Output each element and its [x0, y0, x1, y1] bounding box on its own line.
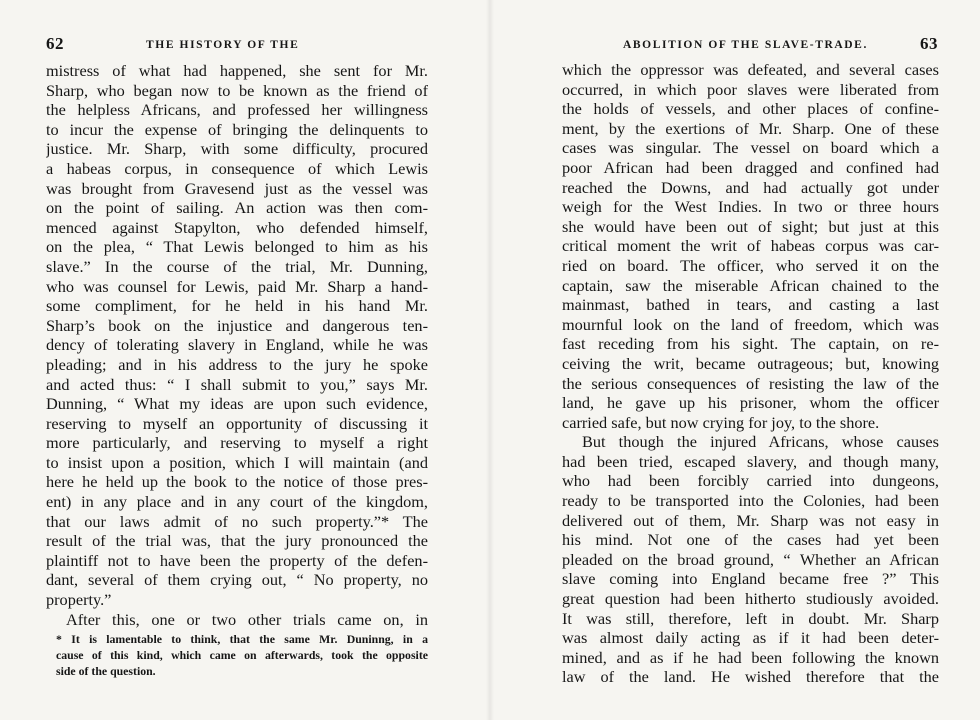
text-line: Dunning, “ What my ideas are upon such evidence, — [46, 394, 428, 414]
text-line: property.” — [46, 590, 112, 610]
text-line: result of the trial was, that the jury pronounced the — [46, 531, 428, 551]
text-line: a habeas corpus, in consequence of which Lewis — [46, 158, 428, 178]
footnote-line: cause of this kind, which came on afterwards, took the opposite — [56, 648, 428, 662]
text-line: the holds of vessels, and other places of confine- — [562, 99, 939, 119]
footnote — [56, 631, 428, 679]
text-line: she would have been out of sight; but just at this — [562, 216, 939, 236]
text-line: who had been forcibly carried into dungeons, — [562, 471, 939, 491]
text-line: who was counsel for Lewis, paid Mr. Sharp a hand- — [46, 276, 428, 296]
text-line: his mind. Not one of the cases had yet been — [562, 530, 939, 550]
text-line: carried safe, but now crying for joy, to the shore. — [562, 412, 880, 432]
text-line: ent) in any place and in any court of the kingdom, — [46, 492, 428, 512]
text-line: land, he gave up his prisoner, whom the officer — [562, 393, 939, 413]
text-line: dency of tolerating slavery in England, while he was — [46, 335, 428, 355]
text-line: law of the land. He wished therefore that the — [562, 667, 939, 687]
text-line: fast receding from his sight. The captain, on re- — [562, 334, 939, 354]
text-line: mistress of what had happened, she sent for Mr. — [46, 61, 428, 80]
text-line: was almost daily acting as if it had been deter- — [562, 628, 939, 648]
text-line: which the oppressor was defeated, and several cases — [562, 60, 939, 79]
text-line: the serious consequences of resisting the law of the — [562, 373, 939, 393]
text-line: Sharp, who began now to be known as the friend of — [46, 80, 428, 100]
right-page-number: 63 — [920, 34, 938, 53]
text-line: Sharp’s book on the injustice and dangerous ten- — [46, 315, 428, 335]
left-page-number: 62 — [46, 34, 64, 53]
text-line: ready to be transported into the Colonies, had been — [562, 491, 939, 511]
text-line: mainmast, bathed in tears, and casting a last — [562, 295, 939, 315]
left-body-text — [46, 61, 428, 629]
text-line: But though the injured Africans, whose causes — [582, 432, 939, 452]
text-line: occurred, in which poor slaves were liberated from — [562, 79, 939, 99]
text-line: mournful look on the land of freedom, which was — [562, 314, 939, 334]
text-line: pleaded on the broad ground, “ Whether an African — [562, 549, 939, 569]
text-line: that our laws admit of no such property.”* The — [46, 511, 428, 531]
text-line: slave coming into England became free ?” This — [562, 569, 939, 589]
text-line: captain, saw the miserable African chained to the — [562, 275, 939, 295]
footnote-line: side of the question. — [56, 664, 156, 678]
footnote-line: * It is lamentable to think, that the same Mr. Duninng, in a — [56, 632, 428, 646]
text-line: had been tried, escaped slavery, and though many, — [562, 451, 939, 471]
text-line: cases was singular. The vessel on board which a — [562, 138, 939, 158]
text-line: pleading; and in his address to the jury he spoke — [46, 354, 428, 374]
text-line: critical moment the writ of habeas corpus was car- — [562, 236, 939, 256]
text-line: delivered out of them, Mr. Sharp was not easy in — [562, 510, 939, 530]
text-line: After this, one or two other trials came on, in — [66, 609, 428, 629]
text-line: the helpless Africans, and professed her willingness — [46, 100, 428, 120]
text-line: reached the Downs, and had actually got under — [562, 177, 939, 197]
text-line: here he held up the book to the notice of those pres- — [46, 472, 428, 492]
text-line: weigh for the West Indies. In two or three hours — [562, 197, 939, 217]
text-line: to insist upon a position, which I will maintain (and — [46, 452, 428, 472]
left-running-head: THE HISTORY OF THE — [146, 39, 300, 51]
text-line: mined, and as if he had been following the known — [562, 647, 939, 667]
text-line: ried on board. The officer, who served it on the — [562, 255, 939, 275]
text-line: on the plea, “ That Lewis belonged to him as his — [46, 237, 428, 257]
text-line: and acted thus: “ I shall submit to you,” says Mr. — [46, 374, 428, 394]
text-line: reserving to myself an opportunity of discussing it — [46, 413, 428, 433]
right-running-head: ABOLITION OF THE SLAVE-TRADE. — [623, 39, 868, 51]
text-line: poor African had been dragged and confined had — [562, 157, 939, 177]
text-line: on the point of sailing. An action was then com- — [46, 198, 428, 218]
right-body-text — [562, 60, 939, 687]
text-line: great question had been hitherto studiously avoided. — [562, 589, 939, 609]
text-line: menced against Stapylton, who defended himself, — [46, 217, 428, 237]
text-line: ment, by the exertions of Mr. Sharp. One of these — [562, 118, 939, 138]
text-line: dant, several of them crying out, “ No property, no — [46, 570, 428, 590]
text-line: was brought from Gravesend just as the vessel was — [46, 178, 428, 198]
text-line: justice. Mr. Sharp, with some difficulty, procured — [46, 139, 428, 159]
text-line: more particularly, and reserving to myself a right — [46, 433, 428, 453]
right-page — [490, 0, 980, 720]
text-line: ceiving the writ, became outrageous; but, knowing — [562, 353, 939, 373]
text-line: to incur the expense of bringing the delinquents to — [46, 119, 428, 139]
text-line: plaintiff not to have been the property of the defen- — [46, 550, 428, 570]
text-line: slave.” In the course of the trial, Mr. Dunning, — [46, 256, 428, 276]
text-line: some compliment, for he held in his hand Mr. — [46, 296, 428, 316]
text-line: It was still, therefore, left in doubt. Mr. Sharp — [562, 608, 939, 628]
